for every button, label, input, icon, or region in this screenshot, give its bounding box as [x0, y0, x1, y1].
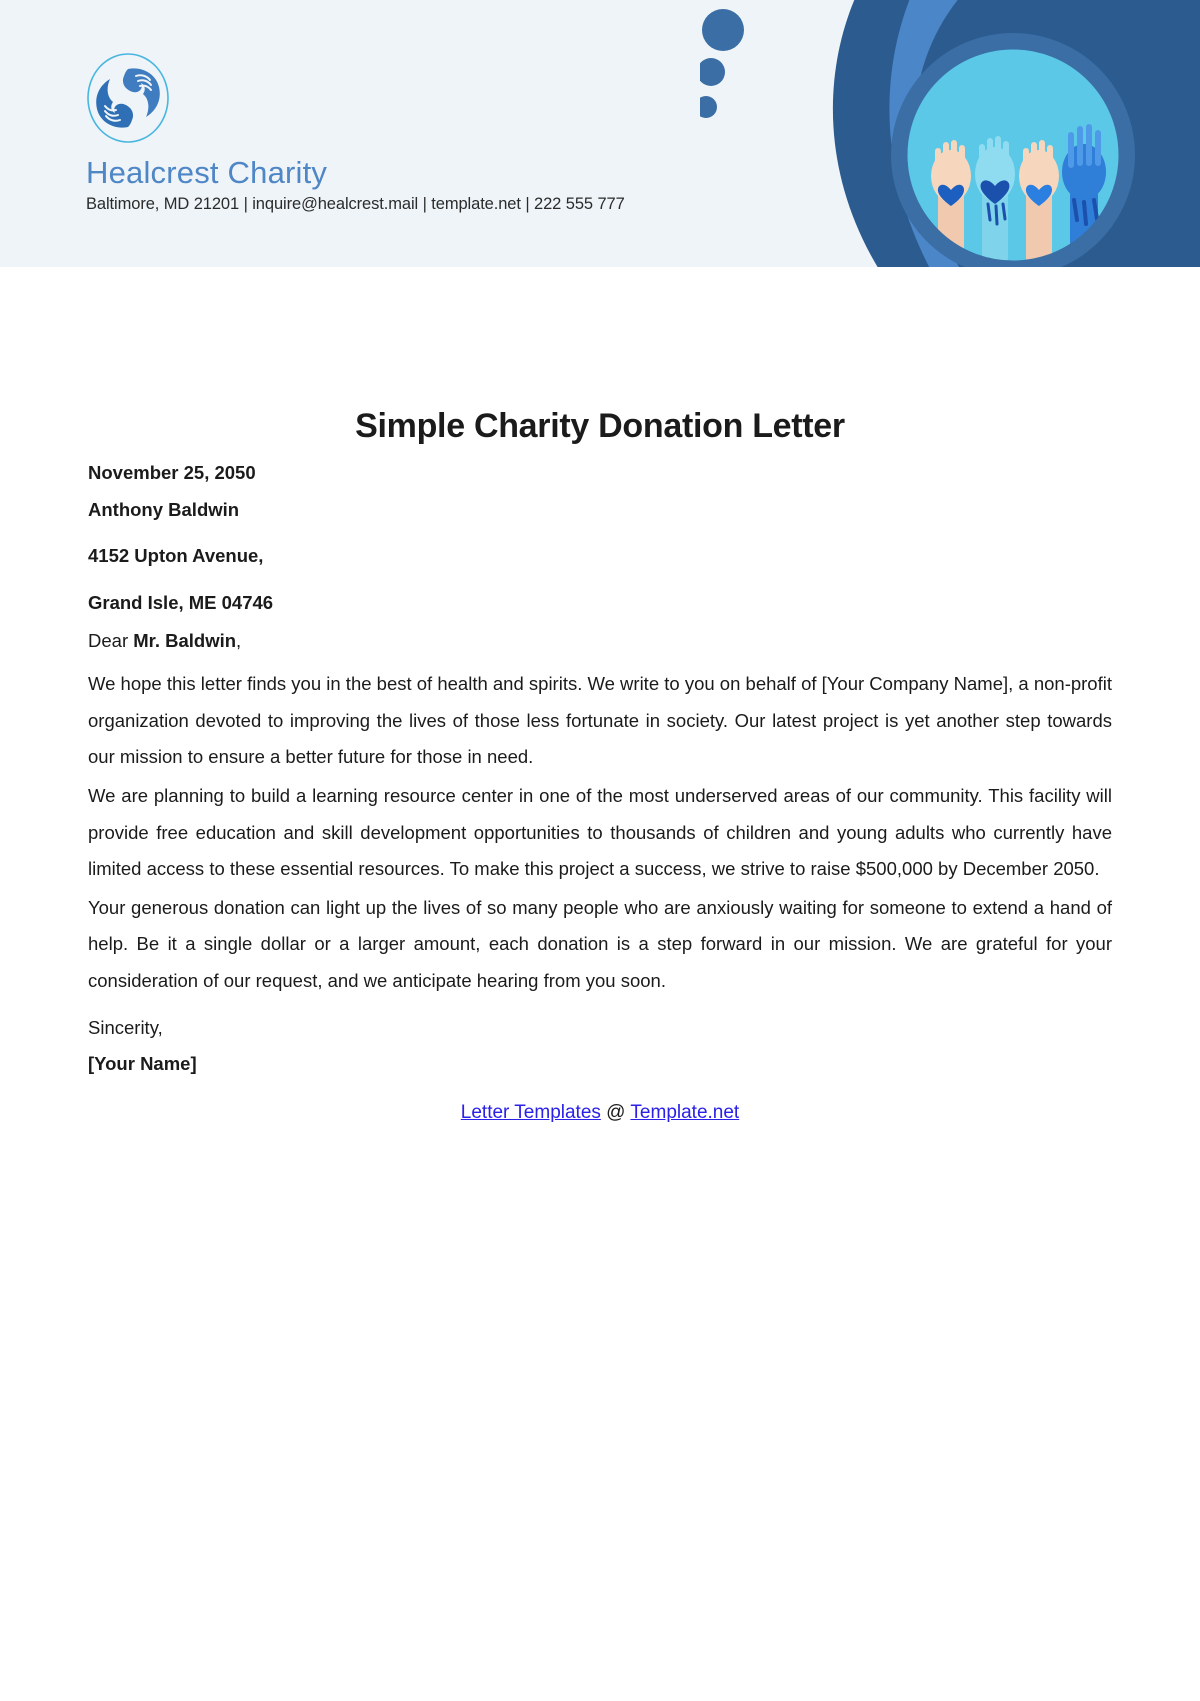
closing-line: Sincerity,: [88, 1016, 163, 1038]
decor-dot-medium: [700, 58, 725, 86]
recipient-city: Grand Isle, ME 04746: [88, 591, 274, 613]
footer-credit: [88, 1102, 1112, 1124]
header-decorative-art: [700, 0, 1200, 267]
recipient-street: 4152 Upton Avenue,: [88, 545, 264, 566]
decor-dot-small: [700, 96, 717, 118]
brand-name: Healcrest Charity: [86, 155, 328, 190]
decor-dot-large: [702, 9, 744, 51]
recipient-name: Anthony Baldwin: [88, 498, 240, 520]
salutation-prefix: Dear: [88, 630, 134, 651]
letter-templates-link[interactable]: Letter Templates: [460, 1101, 601, 1123]
body-paragraph: We hope this letter finds you in the best of health and spirits. We write to you on behalf of [Your Company Name], a non-profit organization devoted to improving the lives of those less fortunate in society. Our latest project is yet another step towards our mission to ensure a better future for those in need.: [88, 673, 1112, 768]
salutation: [88, 630, 1112, 652]
page-title: Simple Charity Donation Letter: [355, 407, 845, 445]
brand-block: [86, 52, 706, 214]
salutation-suffix: ,: [236, 630, 242, 651]
body-paragraph: Your generous donation can light up the lives of so many people who are anxiously waiting for someone to extend a hand of help. Be it a single dollar or a larger amount, each donation is a step forward in our mission. We are grateful for your consideration of our request, and we anticipate hearing from you soon.: [88, 896, 1112, 991]
footer-separator: @: [600, 1101, 631, 1123]
letterhead-header: [0, 0, 1200, 267]
template-net-link[interactable]: Template.net: [630, 1101, 740, 1123]
body-paragraph: We are planning to build a learning resource center in one of the most underserved areas of our community. This facility will provide free education and skill development opportunities to thousands of children and young adults who currently have limited access to these essential resources. To make this project a success, we strive to raise $500,000 by December 2050.: [88, 784, 1112, 880]
letter-body: [0, 267, 1200, 1124]
signature-line: [Your Name]: [88, 1052, 197, 1074]
brand-contact-line: Baltimore, MD 21201 | inquire@healcrest.mail | template.net | 222 555 777: [86, 195, 625, 214]
salutation-name: Mr. Baldwin: [133, 630, 237, 651]
letter-date: November 25, 2050: [88, 462, 256, 483]
two-hands-circle-logo-icon: [86, 52, 170, 144]
